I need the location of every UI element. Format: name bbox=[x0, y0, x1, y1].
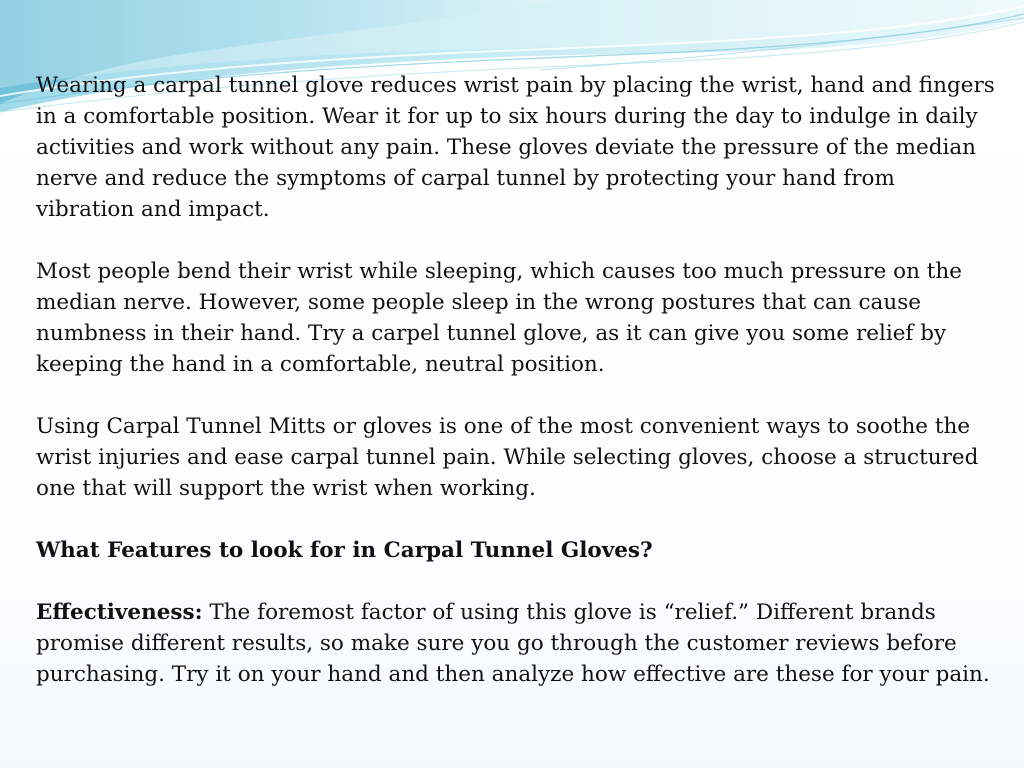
paragraph-sleeping-posture: Most people bend their wrist while sleeping, which causes too much pressure on the median nerve. However, some people sleep in the wrong postures that can cause numbness in their hand. Try a carpel tunnel glove, as it can give you some relief by keeping the hand in a comfortable, neutral position. bbox=[36, 259, 962, 377]
paragraph-carpal-mitts: Using Carpal Tunnel Mitts or gloves is one of the most convenient ways to soothe the wrist injuries and ease carpal tunnel pain. While selecting gloves, choose a structured one that will support the wrist when working. bbox=[36, 414, 979, 501]
feature-description: The foremost factor of using this glove is “relief.” Different brands promise different results, so make sure you go through the customer reviews before purchasing. Try it on your hand and then analyze how effective are these for your pain. bbox=[36, 600, 990, 687]
paragraph-glove-benefits: Wearing a carpal tunnel glove reduces wrist pain by placing the wrist, hand and fingers in a comfortable position. Wear it for up to six hours during the day to indulge in daily activities and work without any pain. These gloves deviate the pressure of the median nerve and reduce the symptoms of carpal tunnel by protecting your hand from vibration and impact. bbox=[36, 73, 995, 222]
feature-term: Effectiveness: bbox=[36, 600, 203, 625]
feature-effectiveness bbox=[36, 597, 996, 690]
body-text bbox=[36, 70, 996, 721]
features-heading: What Features to look for in Carpal Tunnel Gloves? bbox=[36, 538, 653, 563]
